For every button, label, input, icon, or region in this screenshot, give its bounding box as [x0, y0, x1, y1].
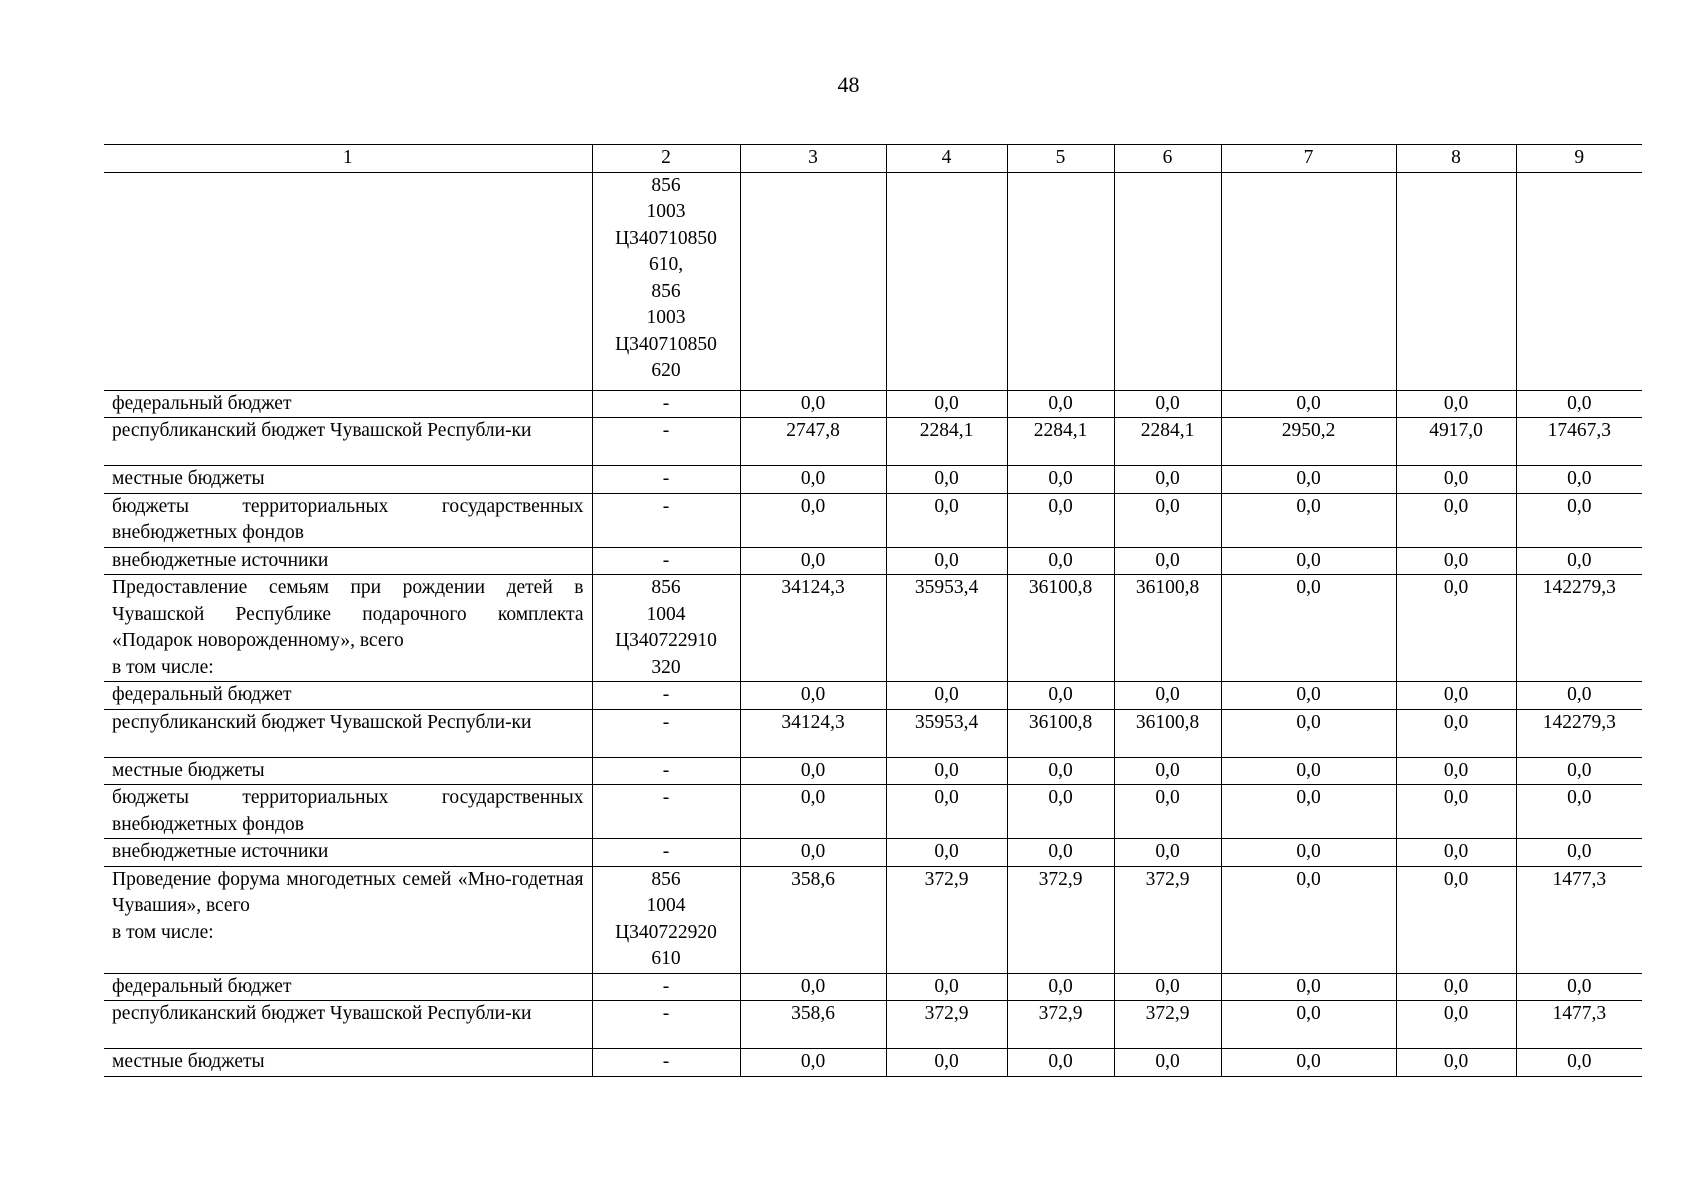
value-cell: 0,0 [1221, 973, 1396, 1001]
value-cell: 0,0 [1221, 1049, 1396, 1077]
value-cell: 0,0 [1396, 390, 1516, 418]
row-label: Проведение форума многодетных семей «Мно-годетная Чувашия», всего в том числе: [104, 866, 592, 973]
value-cell: 0,0 [1007, 973, 1114, 1001]
value-cell: 0,0 [1396, 973, 1516, 1001]
table-row [104, 785, 1642, 839]
value-cell: 36100,8 [1007, 575, 1114, 682]
row-label: внебюджетные источники [104, 547, 592, 575]
value-cell: 0,0 [740, 547, 886, 575]
value-cell: 372,9 [886, 866, 1007, 973]
value-cell: 36100,8 [1114, 575, 1221, 682]
value-cell: 0,0 [886, 466, 1007, 494]
value-cell: 0,0 [1114, 493, 1221, 547]
row-label: внебюджетные источники [104, 839, 592, 867]
value-cell: 0,0 [886, 1049, 1007, 1077]
table-row [104, 973, 1642, 1001]
value-cell [886, 172, 1007, 390]
table-row [104, 493, 1642, 547]
value-cell [1007, 172, 1114, 390]
table-row [104, 418, 1642, 466]
value-cell: 0,0 [1114, 785, 1221, 839]
value-cell: 0,0 [1114, 682, 1221, 710]
value-cell: 0,0 [1007, 547, 1114, 575]
table-row [104, 1001, 1642, 1049]
value-cell: 36100,8 [1114, 709, 1221, 757]
value-cell: 0,0 [1396, 682, 1516, 710]
value-cell: 1477,3 [1516, 1001, 1642, 1049]
budget-code-cell: - [592, 493, 740, 547]
value-cell: 0,0 [1114, 973, 1221, 1001]
value-cell: 2950,2 [1221, 418, 1396, 466]
row-label: федеральный бюджет [104, 390, 592, 418]
value-cell: 0,0 [740, 682, 886, 710]
column-header: 5 [1007, 145, 1114, 173]
budget-code-cell: 856 1003 Ц340710850 610, 856 1003 Ц340710850 620 [592, 172, 740, 390]
budget-table [104, 144, 1642, 1077]
value-cell: 372,9 [1114, 866, 1221, 973]
row-label: республиканский бюджет Чувашской Республи-ки [104, 1001, 592, 1049]
value-cell [1114, 172, 1221, 390]
value-cell: 0,0 [886, 973, 1007, 1001]
value-cell: 0,0 [1221, 390, 1396, 418]
value-cell: 0,0 [1114, 839, 1221, 867]
value-cell: 2284,1 [1114, 418, 1221, 466]
value-cell: 372,9 [1114, 1001, 1221, 1049]
budget-code-cell: - [592, 682, 740, 710]
table-row [104, 709, 1642, 757]
table-row [104, 757, 1642, 785]
row-label: местные бюджеты [104, 1049, 592, 1077]
value-cell: 0,0 [1396, 547, 1516, 575]
value-cell: 0,0 [740, 785, 886, 839]
table-row [104, 466, 1642, 494]
budget-code-cell: - [592, 757, 740, 785]
value-cell: 0,0 [1221, 466, 1396, 494]
table-row [104, 547, 1642, 575]
value-cell: 4917,0 [1396, 418, 1516, 466]
budget-code-cell: - [592, 839, 740, 867]
value-cell: 0,0 [1221, 682, 1396, 710]
value-cell: 17467,3 [1516, 418, 1642, 466]
value-cell: 0,0 [1221, 757, 1396, 785]
value-cell: 142279,3 [1516, 575, 1642, 682]
value-cell: 35953,4 [886, 575, 1007, 682]
value-cell: 2284,1 [1007, 418, 1114, 466]
table-row [104, 575, 1642, 682]
row-label: республиканский бюджет Чувашской Республи-ки [104, 709, 592, 757]
value-cell [740, 172, 886, 390]
value-cell: 0,0 [1516, 493, 1642, 547]
value-cell: 0,0 [1221, 709, 1396, 757]
value-cell: 372,9 [1007, 1001, 1114, 1049]
value-cell: 34124,3 [740, 575, 886, 682]
value-cell: 0,0 [1007, 1049, 1114, 1077]
value-cell: 372,9 [886, 1001, 1007, 1049]
row-label: местные бюджеты [104, 466, 592, 494]
value-cell: 0,0 [886, 839, 1007, 867]
column-number-row [104, 145, 1642, 173]
table-row [104, 390, 1642, 418]
value-cell: 0,0 [1007, 682, 1114, 710]
value-cell: 0,0 [1516, 390, 1642, 418]
row-label: Предоставление семьям при рождении детей в Чувашской Республике подарочного комплекта «Подарок новорожденному», всего в том числе: [104, 575, 592, 682]
row-label: бюджеты территориальных государственных внебюджетных фондов [104, 493, 592, 547]
value-cell: 0,0 [740, 1049, 886, 1077]
value-cell: 0,0 [1221, 575, 1396, 682]
value-cell: 0,0 [1516, 839, 1642, 867]
budget-code-cell: - [592, 973, 740, 1001]
value-cell: 0,0 [886, 682, 1007, 710]
table-row [104, 1049, 1642, 1077]
value-cell: 0,0 [1007, 785, 1114, 839]
column-header: 2 [592, 145, 740, 173]
value-cell: 0,0 [1007, 390, 1114, 418]
value-cell: 0,0 [1114, 390, 1221, 418]
value-cell: 0,0 [1516, 785, 1642, 839]
value-cell [1516, 172, 1642, 390]
value-cell: 0,0 [1396, 866, 1516, 973]
table-body [104, 145, 1642, 1077]
value-cell: 0,0 [1516, 682, 1642, 710]
value-cell: 0,0 [1516, 1049, 1642, 1077]
budget-code-cell: - [592, 1001, 740, 1049]
value-cell: 0,0 [1007, 466, 1114, 494]
value-cell: 0,0 [1221, 547, 1396, 575]
value-cell: 0,0 [1396, 785, 1516, 839]
column-header: 4 [886, 145, 1007, 173]
value-cell: 0,0 [740, 973, 886, 1001]
value-cell: 0,0 [1221, 866, 1396, 973]
column-header: 6 [1114, 145, 1221, 173]
value-cell: 0,0 [1114, 547, 1221, 575]
value-cell: 0,0 [886, 785, 1007, 839]
value-cell: 0,0 [740, 493, 886, 547]
value-cell [1221, 172, 1396, 390]
table-row [104, 172, 1642, 390]
row-label: бюджеты территориальных государственных внебюджетных фондов [104, 785, 592, 839]
column-header: 9 [1516, 145, 1642, 173]
value-cell: 0,0 [1396, 466, 1516, 494]
value-cell: 0,0 [740, 390, 886, 418]
value-cell: 372,9 [1007, 866, 1114, 973]
value-cell: 36100,8 [1007, 709, 1114, 757]
value-cell: 0,0 [1396, 839, 1516, 867]
page-number: 48 [837, 72, 860, 97]
budget-code-cell: - [592, 547, 740, 575]
value-cell: 0,0 [1114, 757, 1221, 785]
row-label: федеральный бюджет [104, 682, 592, 710]
value-cell: 0,0 [886, 493, 1007, 547]
value-cell: 0,0 [1396, 575, 1516, 682]
value-cell: 0,0 [1007, 757, 1114, 785]
column-header: 3 [740, 145, 886, 173]
budget-code-cell: 856 1004 Ц340722910 320 [592, 575, 740, 682]
row-label: федеральный бюджет [104, 973, 592, 1001]
value-cell: 0,0 [1516, 757, 1642, 785]
value-cell: 0,0 [1396, 493, 1516, 547]
row-label: местные бюджеты [104, 757, 592, 785]
value-cell: 0,0 [886, 757, 1007, 785]
value-cell: 2747,8 [740, 418, 886, 466]
value-cell: 0,0 [1396, 1001, 1516, 1049]
value-cell: 2284,1 [886, 418, 1007, 466]
table-row [104, 866, 1642, 973]
value-cell: 0,0 [1007, 493, 1114, 547]
value-cell: 0,0 [1221, 493, 1396, 547]
value-cell: 0,0 [886, 547, 1007, 575]
value-cell: 0,0 [1221, 1001, 1396, 1049]
value-cell: 35953,4 [886, 709, 1007, 757]
value-cell: 0,0 [1396, 757, 1516, 785]
value-cell: 0,0 [740, 839, 886, 867]
value-cell: 0,0 [1221, 839, 1396, 867]
value-cell: 0,0 [886, 390, 1007, 418]
value-cell: 0,0 [1396, 709, 1516, 757]
budget-code-cell: - [592, 709, 740, 757]
value-cell: 0,0 [1516, 547, 1642, 575]
table-row [104, 682, 1642, 710]
value-cell: 0,0 [1396, 1049, 1516, 1077]
value-cell: 34124,3 [740, 709, 886, 757]
budget-code-cell: - [592, 785, 740, 839]
budget-code-cell: - [592, 1049, 740, 1077]
budget-code-cell: - [592, 466, 740, 494]
value-cell: 358,6 [740, 866, 886, 973]
value-cell: 0,0 [740, 757, 886, 785]
value-cell: 0,0 [1114, 466, 1221, 494]
value-cell [1396, 172, 1516, 390]
value-cell: 0,0 [1516, 973, 1642, 1001]
value-cell: 1477,3 [1516, 866, 1642, 973]
budget-code-cell: 856 1004 Ц340722920 610 [592, 866, 740, 973]
row-label [104, 172, 592, 390]
value-cell: 0,0 [1007, 839, 1114, 867]
column-header: 1 [104, 145, 592, 173]
row-label: республиканский бюджет Чувашской Республи-ки [104, 418, 592, 466]
value-cell: 0,0 [740, 466, 886, 494]
value-cell: 358,6 [740, 1001, 886, 1049]
value-cell: 142279,3 [1516, 709, 1642, 757]
column-header: 7 [1221, 145, 1396, 173]
budget-code-cell: - [592, 390, 740, 418]
column-header: 8 [1396, 145, 1516, 173]
value-cell: 0,0 [1221, 785, 1396, 839]
budget-code-cell: - [592, 418, 740, 466]
value-cell: 0,0 [1516, 466, 1642, 494]
table-row [104, 839, 1642, 867]
value-cell: 0,0 [1114, 1049, 1221, 1077]
